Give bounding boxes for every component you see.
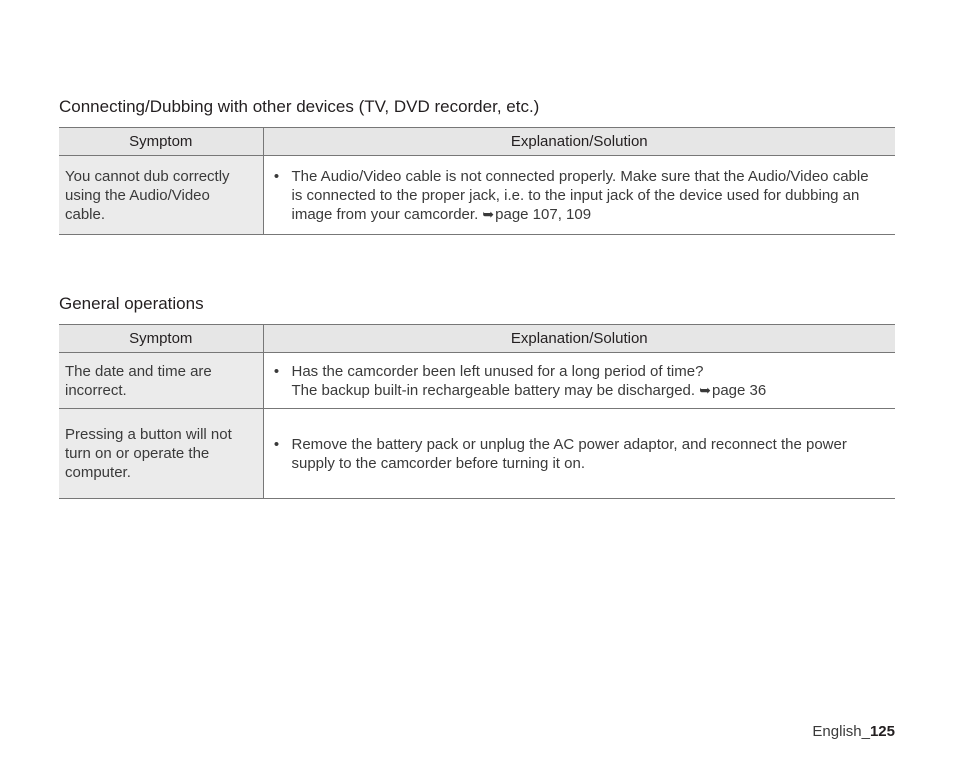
table-row — [59, 156, 895, 235]
troubleshooting-table-dubbing — [59, 127, 895, 235]
page-reference: page 36 — [711, 381, 767, 399]
solution-text: The Audio/Video cable is not connected properly. Make sure that the Audio/Video cable is connected to the proper jack, i.e. to the input jack of the device used for dubbing an image from your camcorder. — [291, 167, 869, 223]
list-item — [270, 435, 882, 473]
section-title-general-operations: General operations — [59, 294, 204, 313]
column-header-explanation: Explanation/Solution — [263, 128, 895, 156]
table-header-row — [59, 128, 895, 156]
solution-text-line1: Has the camcorder been left unused for a long period of time? — [291, 362, 704, 380]
page-reference-arrow-icon: ➥ — [699, 381, 711, 398]
column-header-symptom: Symptom — [59, 325, 263, 353]
solution-text-line2: The backup built-in rechargeable battery may be discharged. — [291, 381, 696, 399]
column-header-symptom: Symptom — [59, 128, 263, 156]
table-header-row — [59, 325, 895, 353]
solution-text: Remove the battery pack or unplug the AC power adaptor, and reconnect the power supply to the camcorder before turning it on. — [291, 435, 847, 472]
footer-language: English_ — [812, 723, 870, 740]
section-title-connecting-dubbing: Connecting/Dubbing with other devices (TV, DVD recorder, etc.) — [59, 97, 540, 116]
list-item — [270, 362, 882, 400]
table-row — [59, 409, 895, 499]
symptom-cell: You cannot dub correctly using the Audio/Video cable. — [59, 156, 263, 235]
explanation-cell — [263, 409, 895, 499]
solution-list — [270, 167, 882, 224]
page-footer — [812, 723, 895, 741]
troubleshooting-table-general — [59, 324, 895, 499]
solution-list — [270, 362, 882, 400]
page-reference: page 107, 109 — [495, 205, 592, 223]
page-number: 125 — [869, 723, 895, 740]
bullet-icon: • — [273, 362, 280, 380]
list-item — [270, 167, 882, 224]
page-reference-arrow-icon: ➥ — [482, 205, 495, 222]
bullet-icon: • — [273, 435, 280, 453]
explanation-cell — [263, 353, 895, 409]
bullet-icon: • — [273, 167, 280, 185]
symptom-cell: Pressing a button will not turn on or operate the computer. — [59, 409, 263, 499]
explanation-cell — [263, 156, 895, 235]
column-header-explanation: Explanation/Solution — [263, 325, 895, 353]
symptom-cell: The date and time are incorrect. — [59, 353, 263, 409]
solution-list — [270, 435, 882, 473]
table-row — [59, 353, 895, 409]
